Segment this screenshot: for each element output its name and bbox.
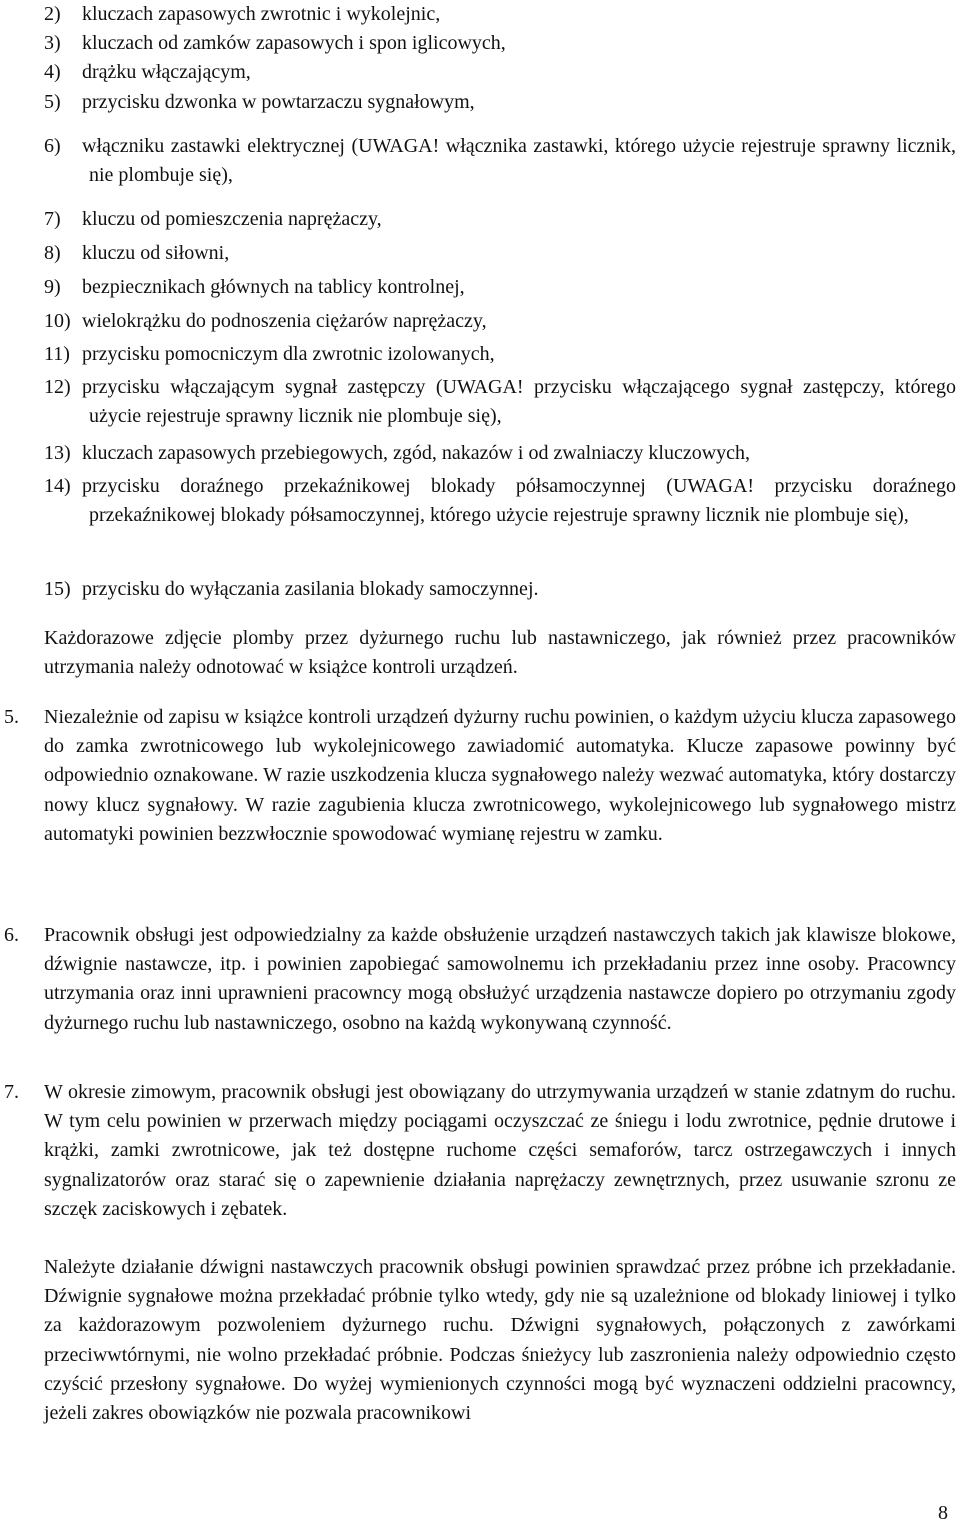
section-item xyxy=(0,1078,956,1224)
section-text: Pracownik obsługi jest odpowiedzialny za każde obsłużenie urządzeń nastawczych takich jak klawisze blokowe, dźwignie nastawcze, itp. i powinien zapobiegać samowolnemu ich przekładaniu przez inne osoby. Pracowncy utrzymania oraz inni uprawnieni pracowncy mogą obsłużyć urządzenia nastawcze dopiero po otrzymaniu zgody dyżurnego ruchu lub nastawniczego, osobno na każdą wykonywaną czynność. xyxy=(44,924,956,1034)
list-item xyxy=(44,273,956,302)
list-item-number: 9) xyxy=(44,276,61,298)
list-item xyxy=(44,88,956,117)
list-item-number: 7) xyxy=(44,208,61,230)
list-item-text: wielokrążku do podnoszenia ciężarów naprężaczy, xyxy=(82,310,487,332)
list-item-number: 6) xyxy=(44,135,61,157)
list-item-number: 15) xyxy=(44,578,71,600)
list-item xyxy=(44,132,956,190)
list-item-text: drążku włączającym, xyxy=(82,61,251,83)
list-item xyxy=(44,29,956,58)
list-item-text: kluczu od siłowni, xyxy=(82,242,230,264)
list-item-number: 5) xyxy=(44,91,61,113)
section-text: W okresie zimowym, pracownik obsługi jest obowiązany do utrzymywania urządzeń w stanie zdatnym do ruchu. W tym celu powinien w przerwach między pociągami oczyszczać ze śniegu i lodu zwrotnice, pędnie drutowe i krążki, zamki zwrotnicowe, jak też dostępne ruchome części semaforów, tarcz ostrzegawczych i innych sygnalizatorów oraz starać się o zapewnienie działania naprężaczy zewnętrznych, przez usuwanie szronu ze szczęk zaciskowych i zębatek. xyxy=(44,1081,956,1220)
list-item xyxy=(44,439,956,468)
list-item-number: 14) xyxy=(44,475,71,497)
list-item xyxy=(44,307,956,336)
list-item xyxy=(44,58,956,87)
list-item xyxy=(44,340,956,369)
list-item-text: bezpiecznikach głównych na tablicy kontrolnej, xyxy=(82,276,465,298)
list-item-text: kluczach od zamków zapasowych i spon iglicowych, xyxy=(82,32,506,54)
list-item-text: przycisku dzwonka w powtarzaczu sygnałowym, xyxy=(82,91,475,113)
list-item xyxy=(44,239,956,268)
list-item-text: przycisku do wyłączania zasilania blokady samoczynnej. xyxy=(82,578,539,600)
list-item-number: 11) xyxy=(44,343,70,365)
list-item-number: 8) xyxy=(44,242,61,264)
list-item-number: 13) xyxy=(44,442,71,464)
list-item xyxy=(44,373,956,431)
list-item xyxy=(44,575,956,604)
page-number: 8 xyxy=(938,1502,948,1524)
list-item-number: 10) xyxy=(44,310,71,332)
list-item xyxy=(44,0,956,29)
list-item xyxy=(44,472,956,530)
list-item-text: kluczach zapasowych przebiegowych, zgód, nakazów i od zwalniaczy kluczowych, xyxy=(82,442,751,464)
list-item-number: 4) xyxy=(44,61,61,83)
section-number: 5. xyxy=(4,706,19,728)
list-item-number: 3) xyxy=(44,32,61,54)
note-paragraph: Każdorazowe zdjęcie plomby przez dyżurnego ruchu lub nastawniczego, jak również przez pracowników utrzymania należy odnotować w książce kontroli urządzeń. xyxy=(44,627,956,679)
list-item-number: 12) xyxy=(44,376,71,398)
list-item-text: kluczach zapasowych zwrotnic i wykolejnic, xyxy=(82,3,441,25)
final-paragraph: Należyte działanie dźwigni nastawczych pracownik obsługi powinien sprawdzać przez próbne ich przekładanie. Dźwignie sygnałowe można przekładać próbnie tylko wtedy, gdy nie są uzależnione od blokady liniowej i tylko za każdorazowym pozwoleniem dyżurnego ruchu. Dźwigni sygnałowych, połączonych z zawórkami przeciwwtórnymi, nie wolno przekładać próbnie. Podczas śnieżycy lub zaszronienia należy odpowiednio często czyścić przesłony sygnałowe. Do wyżej wymienionych czynności mogą być wyznaczeni oddzielni pracowncy, jeżeli zakres obowiązków nie pozwala pracownikowi xyxy=(44,1256,956,1425)
section-item xyxy=(0,703,956,849)
list-item-text: przycisku doraźnego przekaźnikowej blokady półsamoczynnej (UWAGA! przycisku doraźnego przekaźnikowej blokady półsamoczynnej, którego użycie rejestruje sprawny licznik nie plombuje się), xyxy=(82,475,956,526)
list-item-text: przycisku włączającym sygnał zastępczy (UWAGA! przycisku włączającego sygnał zastępczy, którego użycie rejestruje sprawny licznik nie plombuje się), xyxy=(82,376,956,427)
section-number: 7. xyxy=(4,1081,19,1103)
section-item xyxy=(0,921,956,1038)
list-item xyxy=(44,205,956,234)
list-item-text: włączniku zastawki elektrycznej (UWAGA! włącznika zastawki, którego użycie rejestruje sprawny licznik, nie plombuje się), xyxy=(82,135,956,186)
list-item-text: przycisku pomocniczym dla zwrotnic izolowanych, xyxy=(82,343,495,365)
list-item-number: 2) xyxy=(44,3,61,25)
list-item-text: kluczu od pomieszczenia naprężaczy, xyxy=(82,208,382,230)
section-number: 6. xyxy=(4,924,19,946)
section-text: Niezależnie od zapisu w książce kontroli urządzeń dyżurny ruchu powinien, o każdym użyciu klucza zapasowego do zamka zwrotnicowego lub wykolejnicowego zawiadomić automatyka. Klucze zapasowe powinny być odpowiednio oznakowane. W razie uszkodzenia klucza sygnałowego należy wezwać automatyka, który dostarczy nowy klucz sygnałowy. W razie zagubienia klucza zwrotnicowego, wykolejnicowego lub sygnałowego mistrz automatyki powinien bezzwłocznie spowodować wymianę rejestru w zamku. xyxy=(44,706,956,845)
